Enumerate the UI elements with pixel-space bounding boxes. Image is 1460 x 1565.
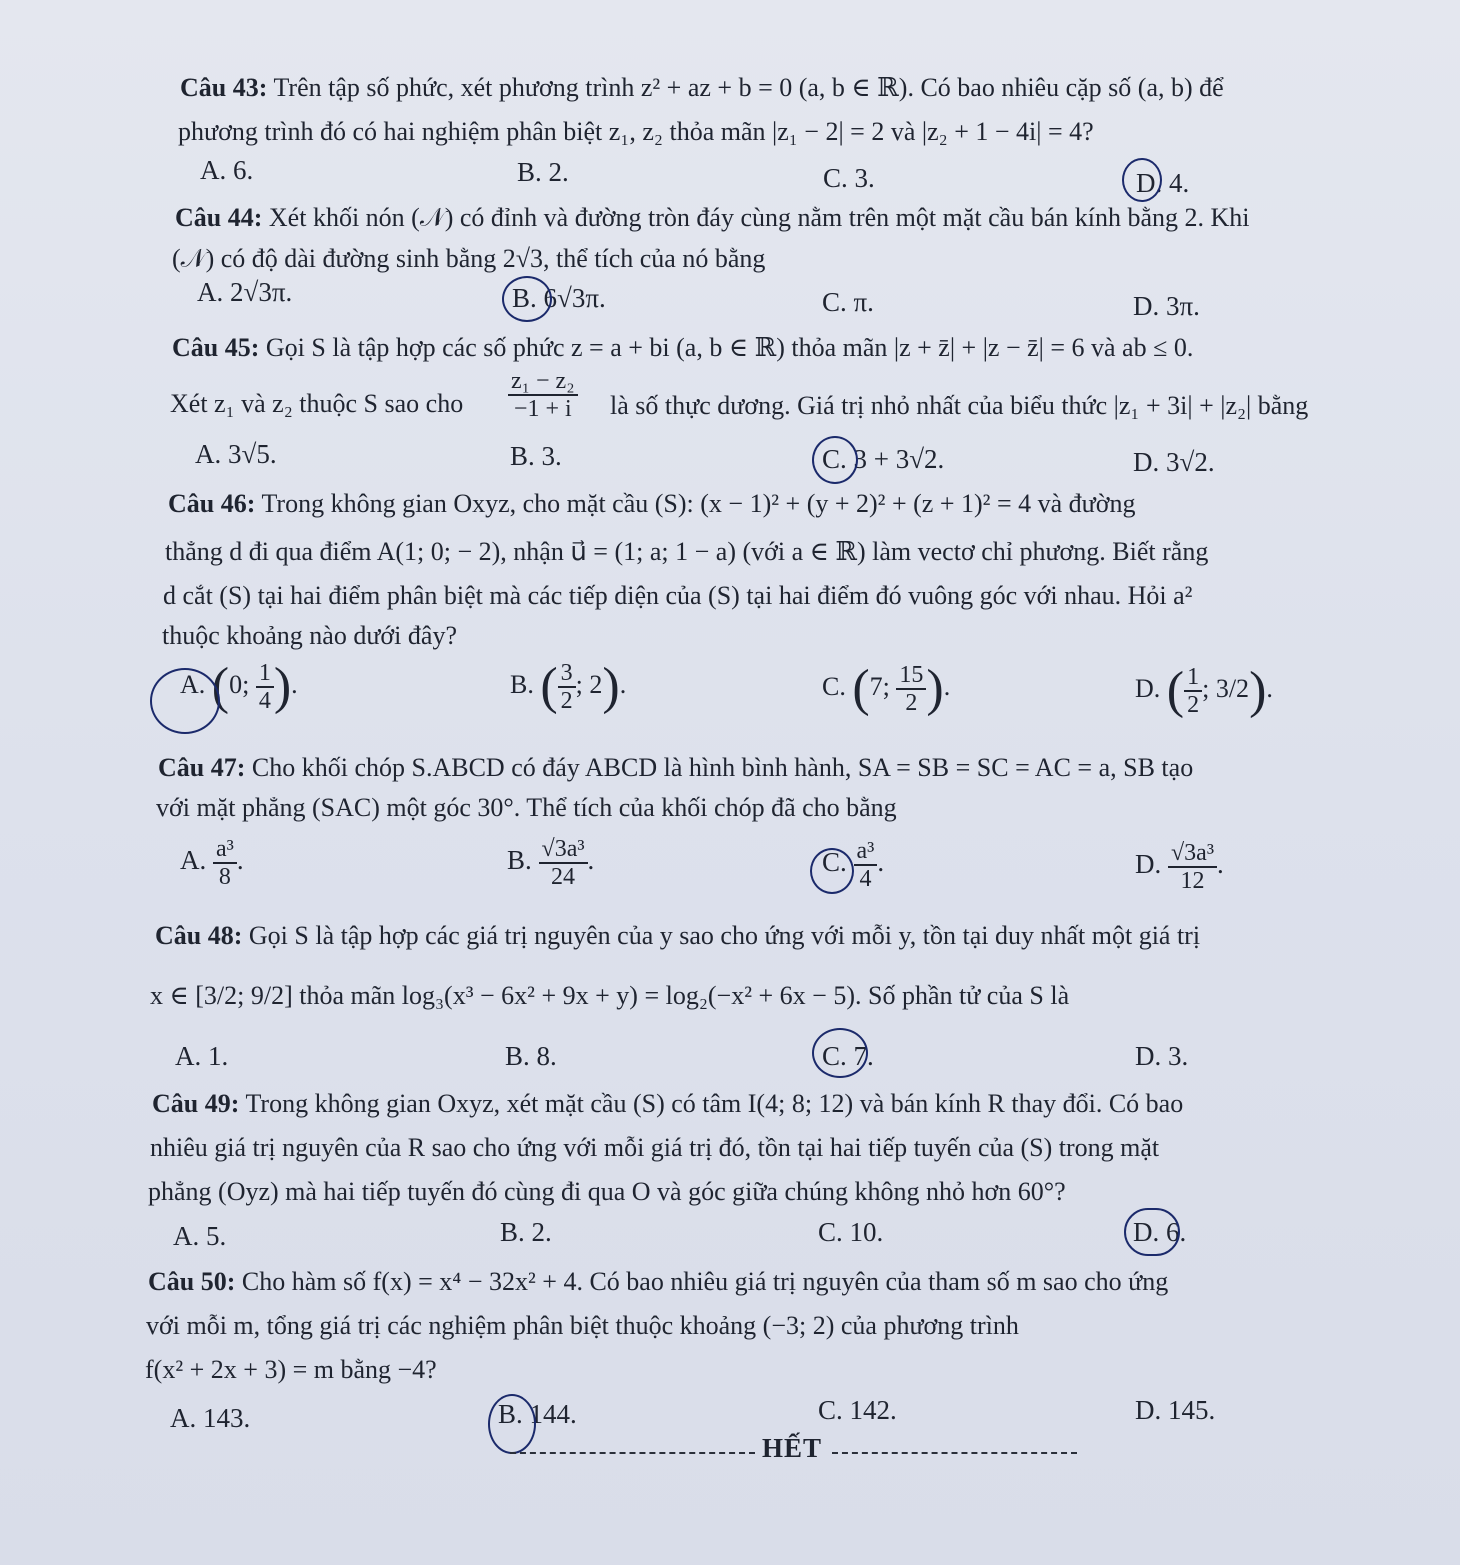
q47-option-a-den: 8 xyxy=(218,864,231,890)
q47-option-c-label: C. xyxy=(822,847,847,878)
q49-line3 xyxy=(148,1176,1066,1208)
q47-option-a-label: A. xyxy=(180,845,207,876)
q45-fraction-num: z₁ − z₂ xyxy=(508,368,578,396)
q47-line2 xyxy=(156,792,897,824)
q46-label: Câu 46: xyxy=(168,489,256,518)
q49-text3: phẳng (Oyz) mà hai tiếp tuyến đó cùng đi qua O và góc giữa chúng không nhỏ hơn 60°? xyxy=(148,1177,1066,1206)
q46-text4: thuộc khoảng nào dưới đây? xyxy=(162,621,457,650)
q50-line1 xyxy=(148,1266,1168,1298)
q44-text1: Xét khối nón (𝒩) có đỉnh và đường tròn đáy cùng nằm trên một mặt cầu bán kính bằng 2. Khi xyxy=(268,203,1250,232)
q50-option-b: B. 144. xyxy=(498,1399,577,1429)
q50-line3 xyxy=(145,1354,437,1386)
q50-text2: với mỗi m, tổng giá trị các nghiệm phân biệt thuộc khoảng (−3; 2) của phương trình xyxy=(146,1311,1019,1340)
footer-dash-left xyxy=(510,1452,755,1454)
q49-option-c: C. 10. xyxy=(818,1217,884,1247)
q47-option-c-num: a³ xyxy=(854,838,878,866)
q46-option-a-num: 1 xyxy=(256,660,274,688)
q47-option-c: C. $\frac{\text{a³}}{4}$ . xyxy=(822,838,885,892)
q45-option-b: B. 3. xyxy=(510,441,562,471)
q48-answer-circle xyxy=(812,1028,868,1078)
q49-answer-circle xyxy=(1124,1208,1180,1256)
q44-option-b: B. 6√3π. xyxy=(512,283,606,313)
q44-option-d: D. 3π. xyxy=(1133,291,1200,321)
q47-label: Câu 47: xyxy=(158,753,246,782)
q43-line1 xyxy=(180,72,1224,104)
q46-option-c: C. (7; $\frac{15}{2}$ ). xyxy=(822,660,951,717)
q46-text1: Trong không gian Oxyz, cho mặt cầu (S): (x − 1)² + (y + 2)² + (z + 1)² = 4 và đường xyxy=(261,489,1136,518)
q45-option-a: A. 3√5. xyxy=(195,439,277,469)
q47-option-b-num: √3a³ xyxy=(539,836,588,864)
q47-option-b-den: 24 xyxy=(551,864,576,890)
q46-option-a: A. (0; $\frac{1}{4}$ ). xyxy=(180,658,298,715)
q49-option-b: B. 2. xyxy=(500,1217,552,1247)
q45-option-c: C. 3 + 3√2. xyxy=(822,444,945,474)
q46-option-d-right: ; 3/2 xyxy=(1202,673,1250,703)
q46-option-b: B. ( $\frac{3}{2}$ ; 2). xyxy=(510,658,627,715)
q43-text2: phương trình đó có hai nghiệm phân biệt z₁, z₂ thỏa mãn |z₁ − 2| = 2 và |z₂ + 1 − 4i| = 4? xyxy=(178,117,1094,146)
q50-text1: Cho hàm số f(x) = x⁴ − 32x² + 4. Có bao nhiêu giá trị nguyên của tham số m sao cho ứng xyxy=(241,1267,1169,1296)
q45-line2 xyxy=(170,388,463,420)
q46-text3: d cắt (S) tại hai điểm phân biệt mà các tiếp diện của (S) tại hai điểm đó vuông góc với nhau. Hỏi a² xyxy=(163,581,1193,610)
q46-line3 xyxy=(163,580,1192,612)
q48-option-d: D. 3. xyxy=(1135,1041,1189,1071)
q49-option-a: A. 5. xyxy=(173,1221,227,1251)
q46-option-b-den: 2 xyxy=(560,688,573,714)
q47-option-b-label: B. xyxy=(507,845,532,876)
q43-option-c: C. 3. xyxy=(823,163,875,193)
q46-option-a-label: A. xyxy=(180,669,206,699)
q46-text2: thẳng d đi qua điểm A(1; 0; − 2), nhận u⃗ = (1; a; 1 − a) (với a ∈ ℝ) làm vectơ chỉ phương. Biết rằng xyxy=(165,537,1209,566)
q44-text2: (𝒩) có độ dài đường sinh bằng 2√3, thể tích của nó bằng xyxy=(172,244,766,273)
q45-option-d: D. 3√2. xyxy=(1133,447,1215,477)
q46-option-a-den: 4 xyxy=(258,688,271,714)
q48-line2 xyxy=(150,980,1069,1012)
q46-option-a-left: 0; xyxy=(229,669,250,699)
q46-option-b-label: B. xyxy=(510,669,534,699)
footer-dash-right xyxy=(832,1452,1077,1454)
q43-label: Câu 43: xyxy=(180,73,268,102)
q44-line1 xyxy=(175,202,1250,234)
q50-option-c: C. 142. xyxy=(818,1395,897,1425)
q46-option-b-num: 3 xyxy=(558,660,576,688)
q47-option-d-label: D. xyxy=(1135,849,1162,880)
q44-option-c: C. π. xyxy=(822,287,874,317)
q47-option-d-num: √3a³ xyxy=(1168,840,1217,868)
q49-text1: Trong không gian Oxyz, xét mặt cầu (S) có tâm I(4; 8; 12) và bán kính R thay đổi. Có bao xyxy=(245,1089,1184,1118)
footer-end-label: HẾT xyxy=(762,1433,823,1463)
q49-label: Câu 49: xyxy=(152,1089,240,1118)
q45-text1: Gọi S là tập hợp các số phức z = a + bi (a, b ∈ ℝ) thỏa mãn |z + z̄| + |z − z̄| = 6 và ab ≤ 0. xyxy=(265,333,1194,362)
q45-fraction-den: −1 + i xyxy=(513,396,572,422)
q46-option-c-label: C. xyxy=(822,671,846,701)
q47-line1 xyxy=(158,752,1193,784)
q47-option-a: A. $\frac{\text{a³}}{8}$ . xyxy=(180,836,244,890)
q46-line1 xyxy=(168,488,1135,520)
q48-option-c: C. 7. xyxy=(822,1041,874,1071)
q48-label: Câu 48: xyxy=(155,921,243,950)
q46-option-c-den: 2 xyxy=(905,690,918,716)
q46-option-d: D. ( $\frac{1}{2}$ ; 3/2). xyxy=(1135,662,1273,719)
q46-option-c-num: 15 xyxy=(896,662,926,690)
q49-option-d: D. 6. xyxy=(1133,1217,1187,1247)
q44-option-a: A. 2√3π. xyxy=(197,277,293,307)
q46-answer-circle xyxy=(150,668,220,734)
q43-text1: Trên tập số phức, xét phương trình z² + az + b = 0 (a, b ∈ ℝ). Có bao nhiêu cặp số (a, b) để xyxy=(273,73,1224,102)
q45-fraction xyxy=(508,368,578,422)
q46-option-b-right: ; 2 xyxy=(575,669,603,699)
q45-text2b: là số thực dương. Giá trị nhỏ nhất của biểu thức |z₁ + 3i| + |z₂| bằng xyxy=(610,391,1309,420)
q44-answer-circle xyxy=(502,276,552,322)
q50-option-d: D. 145. xyxy=(1135,1395,1216,1425)
q49-line1 xyxy=(152,1088,1183,1120)
q44-line2 xyxy=(172,243,765,275)
q50-label: Câu 50: xyxy=(148,1267,236,1296)
q49-line2 xyxy=(150,1132,1159,1164)
q47-option-c-den: 4 xyxy=(859,866,872,892)
q43-option-d: D. 4. xyxy=(1136,168,1190,198)
q47-answer-circle xyxy=(810,848,854,894)
q43-line2 xyxy=(178,116,1094,148)
q48-line1 xyxy=(155,920,1200,952)
q47-option-a-num: a³ xyxy=(213,836,237,864)
q50-line2 xyxy=(146,1310,1019,1342)
q46-option-d-num: 1 xyxy=(1184,664,1202,692)
q49-text2: nhiêu giá trị nguyên của R sao cho ứng với mỗi giá trị đó, tồn tại hai tiếp tuyến của (S) trong mặt xyxy=(150,1133,1160,1162)
q47-option-d: D. $\frac{\text{√3a³}}{12}$ . xyxy=(1135,840,1224,894)
q47-text1: Cho khối chóp S.ABCD có đáy ABCD là hình bình hành, SA = SB = SC = AC = a, SB tạo xyxy=(251,753,1194,782)
q45-line3 xyxy=(610,390,1308,422)
q50-text3: f(x² + 2x + 3) = m bằng −4? xyxy=(145,1355,437,1384)
q46-option-d-den: 2 xyxy=(1187,692,1200,718)
q48-option-b: B. 8. xyxy=(505,1041,557,1071)
q46-line2 xyxy=(165,536,1208,568)
q45-text2a: Xét z₁ và z₂ thuộc S sao cho xyxy=(170,389,464,418)
q48-text1: Gọi S là tập hợp các giá trị nguyên của y sao cho ứng với mỗi y, tồn tại duy nhất một giá trị xyxy=(248,921,1201,950)
q43-option-a: A. 6. xyxy=(200,155,254,185)
q47-option-b: B. $\frac{\text{√3a³}}{24}$ . xyxy=(507,836,595,890)
q45-label: Câu 45: xyxy=(172,333,260,362)
q45-answer-circle xyxy=(812,436,858,484)
q44-label: Câu 44: xyxy=(175,203,263,232)
q46-line4 xyxy=(162,620,457,652)
q48-text2: x ∈ [3/2; 9/2] thỏa mãn log₃(x³ − 6x² + 9x + y) = log₂(−x² + 6x − 5). Số phần tử của S là xyxy=(150,981,1070,1010)
q43-answer-circle xyxy=(1122,158,1162,202)
q46-option-c-left: 7; xyxy=(869,671,890,701)
q48-option-a: A. 1. xyxy=(175,1041,229,1071)
q50-option-a: A. 143. xyxy=(170,1403,251,1433)
q45-line1 xyxy=(172,332,1193,364)
q47-option-d-den: 12 xyxy=(1180,868,1205,894)
q50-answer-circle xyxy=(488,1394,536,1454)
q46-option-d-label: D. xyxy=(1135,673,1161,703)
q47-text2: với mặt phẳng (SAC) một góc 30°. Thể tích của khối chóp đã cho bằng xyxy=(156,793,897,822)
q43-option-b: B. 2. xyxy=(517,157,569,187)
